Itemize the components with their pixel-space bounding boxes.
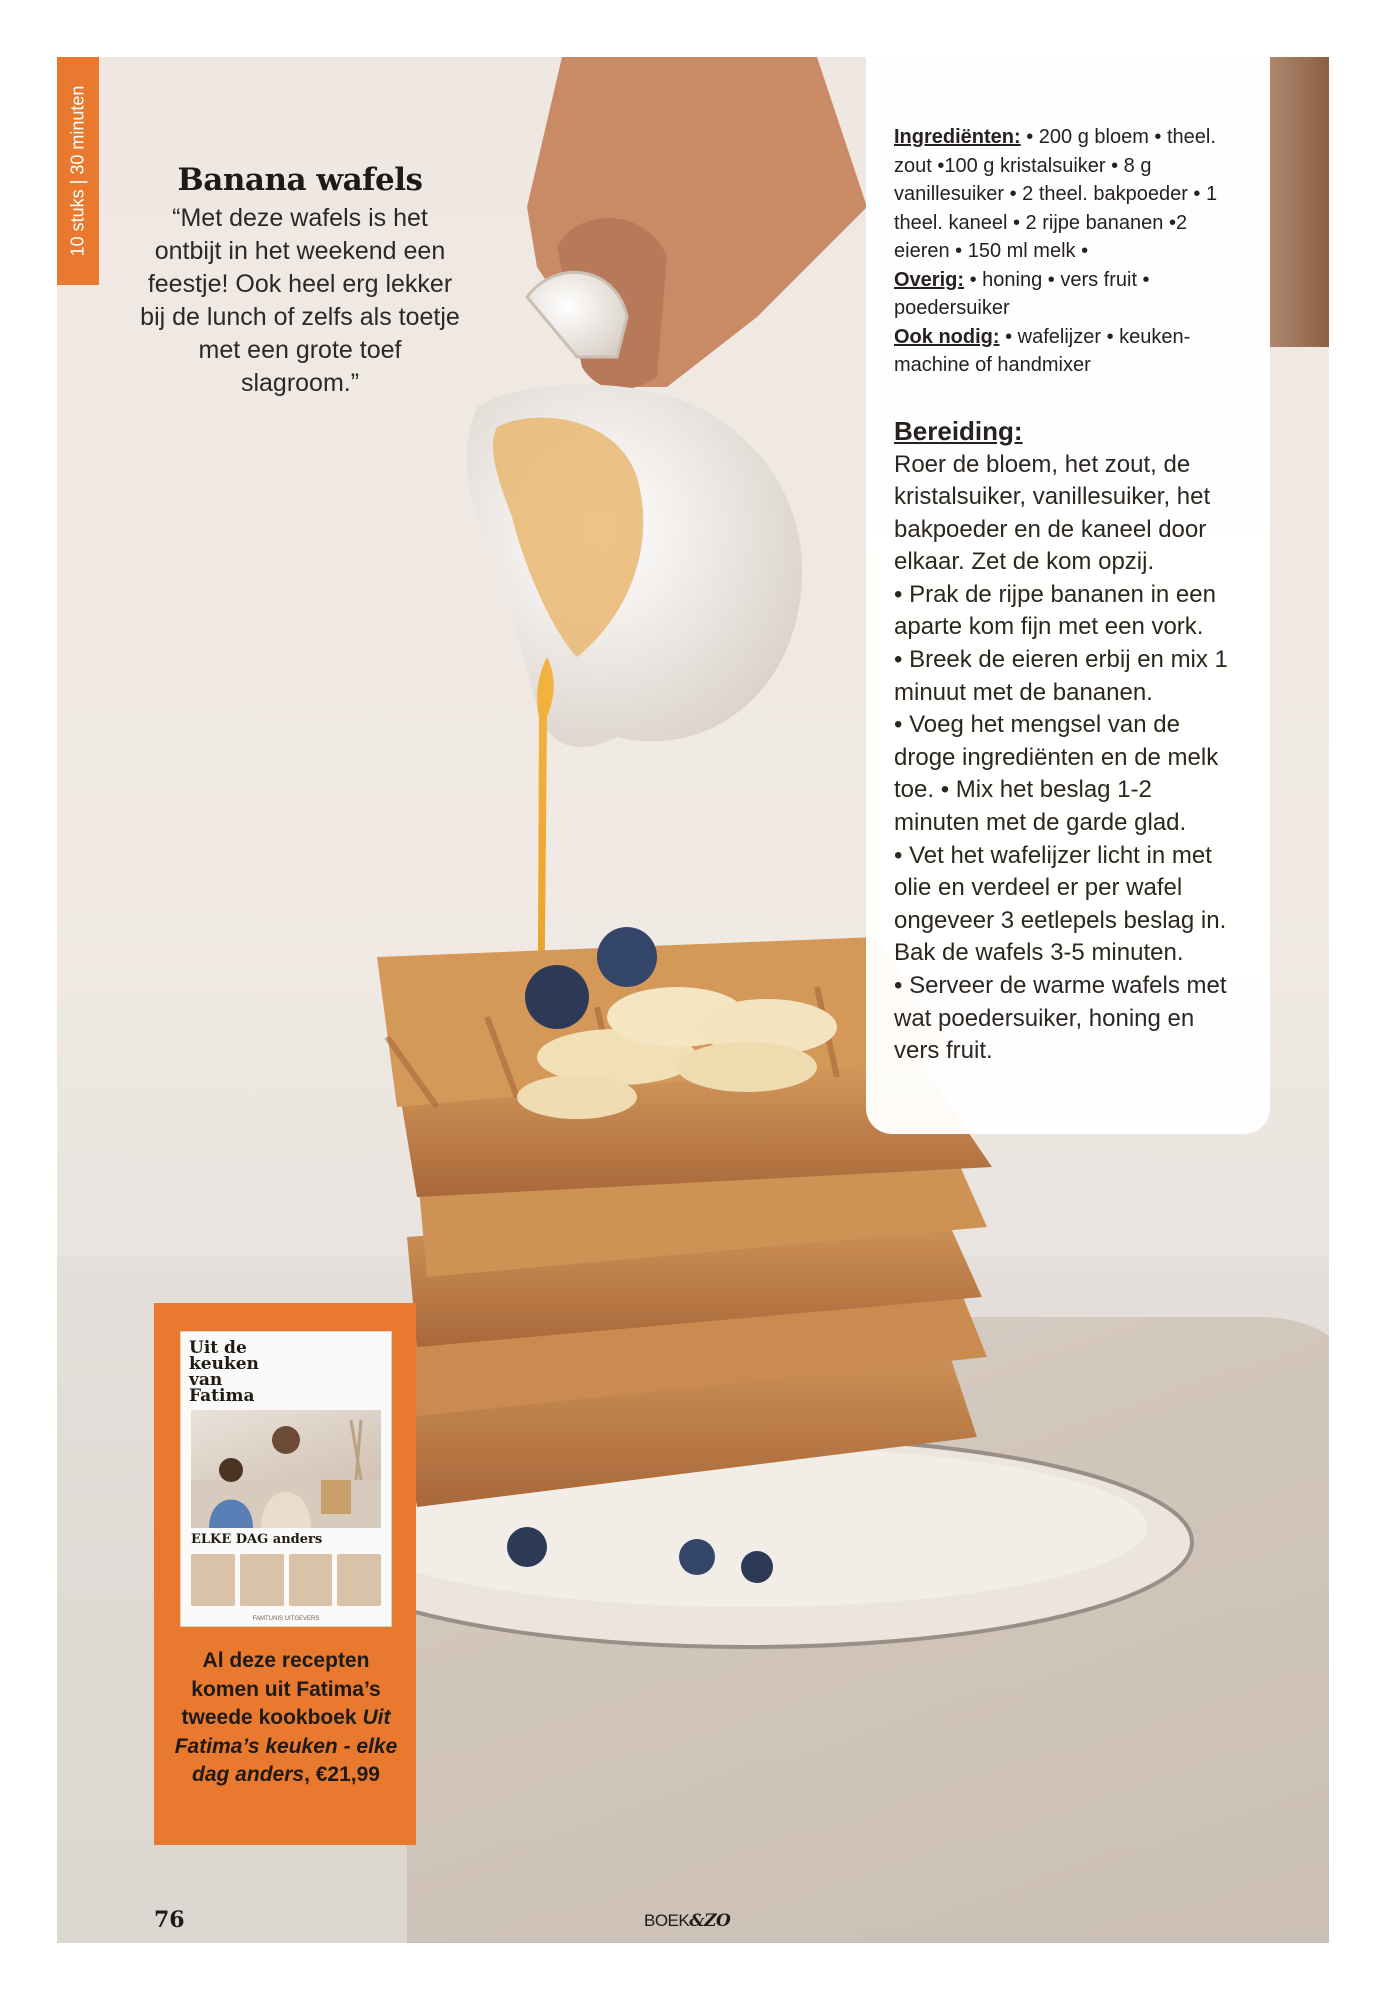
ook-nodig-label: Ook nodig:	[894, 325, 1000, 348]
bereiding-step: Roer de bloem, het zout, de kristalsuiker, vanillesuiker, het bakpoeder en de kaneel door elkaar. Zet de kom opzij.	[894, 450, 1211, 576]
title-block	[140, 162, 460, 400]
book-cover-subtitle: ELKE DAG anders	[191, 1532, 323, 1547]
side-tab	[57, 57, 99, 285]
book-cover	[180, 1331, 392, 1627]
page-title: Banana wafels	[177, 162, 423, 198]
page-number: 76	[154, 1907, 185, 1933]
brand-logo-part-2: &ZO	[689, 1911, 731, 1931]
overig-label: Overig:	[894, 268, 965, 291]
promo-price: , €21,99	[304, 1763, 380, 1786]
bereiding-step: • Breek de eieren erbij en mix 1 minuut met de bananen.	[894, 646, 1228, 706]
ingredients-label: Ingrediënten:	[894, 126, 1021, 148]
book-thumb	[191, 1554, 235, 1606]
bereiding-step: • Prak de rijpe bananen in een aparte kom fijn met een vork.	[894, 580, 1216, 641]
overig-text: • honing • vers fruit • poedersuiker	[894, 268, 1150, 319]
promo-text	[174, 1647, 398, 1790]
promo-book-title: Uit Fatima’s keuken - elke dag anders	[174, 1706, 398, 1786]
promo-text-1: Al deze recepten komen uit Fatima’s tweede kookboek	[181, 1649, 381, 1729]
book-promo	[154, 1303, 416, 1845]
brand-logo-part-1: BOEK	[644, 1911, 690, 1930]
ingredients-section	[894, 123, 1240, 380]
book-cover-title: Uit de keuken van Fatima	[189, 1338, 259, 1406]
book-thumb	[289, 1554, 333, 1606]
book-thumb	[240, 1554, 284, 1606]
intro-quote: “Met deze wafels is het ontbijt in het weekend een feestje! Ook heel erg lekker bij de lunch of zelfs als toetje met een grote toef slagroom.”	[140, 204, 460, 397]
book-cover-thumbnails	[191, 1554, 381, 1606]
ingredients-text: • 200 g bloem • theel. zout •100 g kristalsuiker • 8 g vanillesuiker • 2 theel. bakpoeder • 1 theel. kaneel • 2 rijpe bananen •2 eieren • 150 ml melk •	[894, 126, 1218, 262]
brand-logo	[644, 1911, 730, 1931]
bereiding-text	[894, 449, 1240, 1068]
ook-nodig-text: • wafelijzer • keukenmachine of handmixer	[894, 325, 1191, 376]
bereiding-step: • Voeg het mengsel van de droge ingrediënten en de melk toe. • Mix het beslag 1-2 minuten met de garde glad.	[894, 711, 1219, 837]
side-tab-label: 10 stuks | 30 minuten	[67, 85, 88, 257]
bereiding-step: • Serveer de warme wafels met wat poedersuiker, honing en vers fruit.	[894, 972, 1227, 1065]
book-thumb	[337, 1554, 381, 1606]
book-cover-photo	[191, 1410, 381, 1528]
bereiding-step: • Vet het wafelijzer licht in met olie en verdeel er per wafel ongeveer 3 eetlepels beslag in. Bak de wafels 3-5 minuten.	[894, 841, 1227, 967]
book-cover-publisher: FAMTUNIS UITGEVERS	[252, 1616, 320, 1622]
recipe-card	[866, 57, 1270, 1134]
bereiding-title: Bereiding:	[894, 415, 1023, 446]
